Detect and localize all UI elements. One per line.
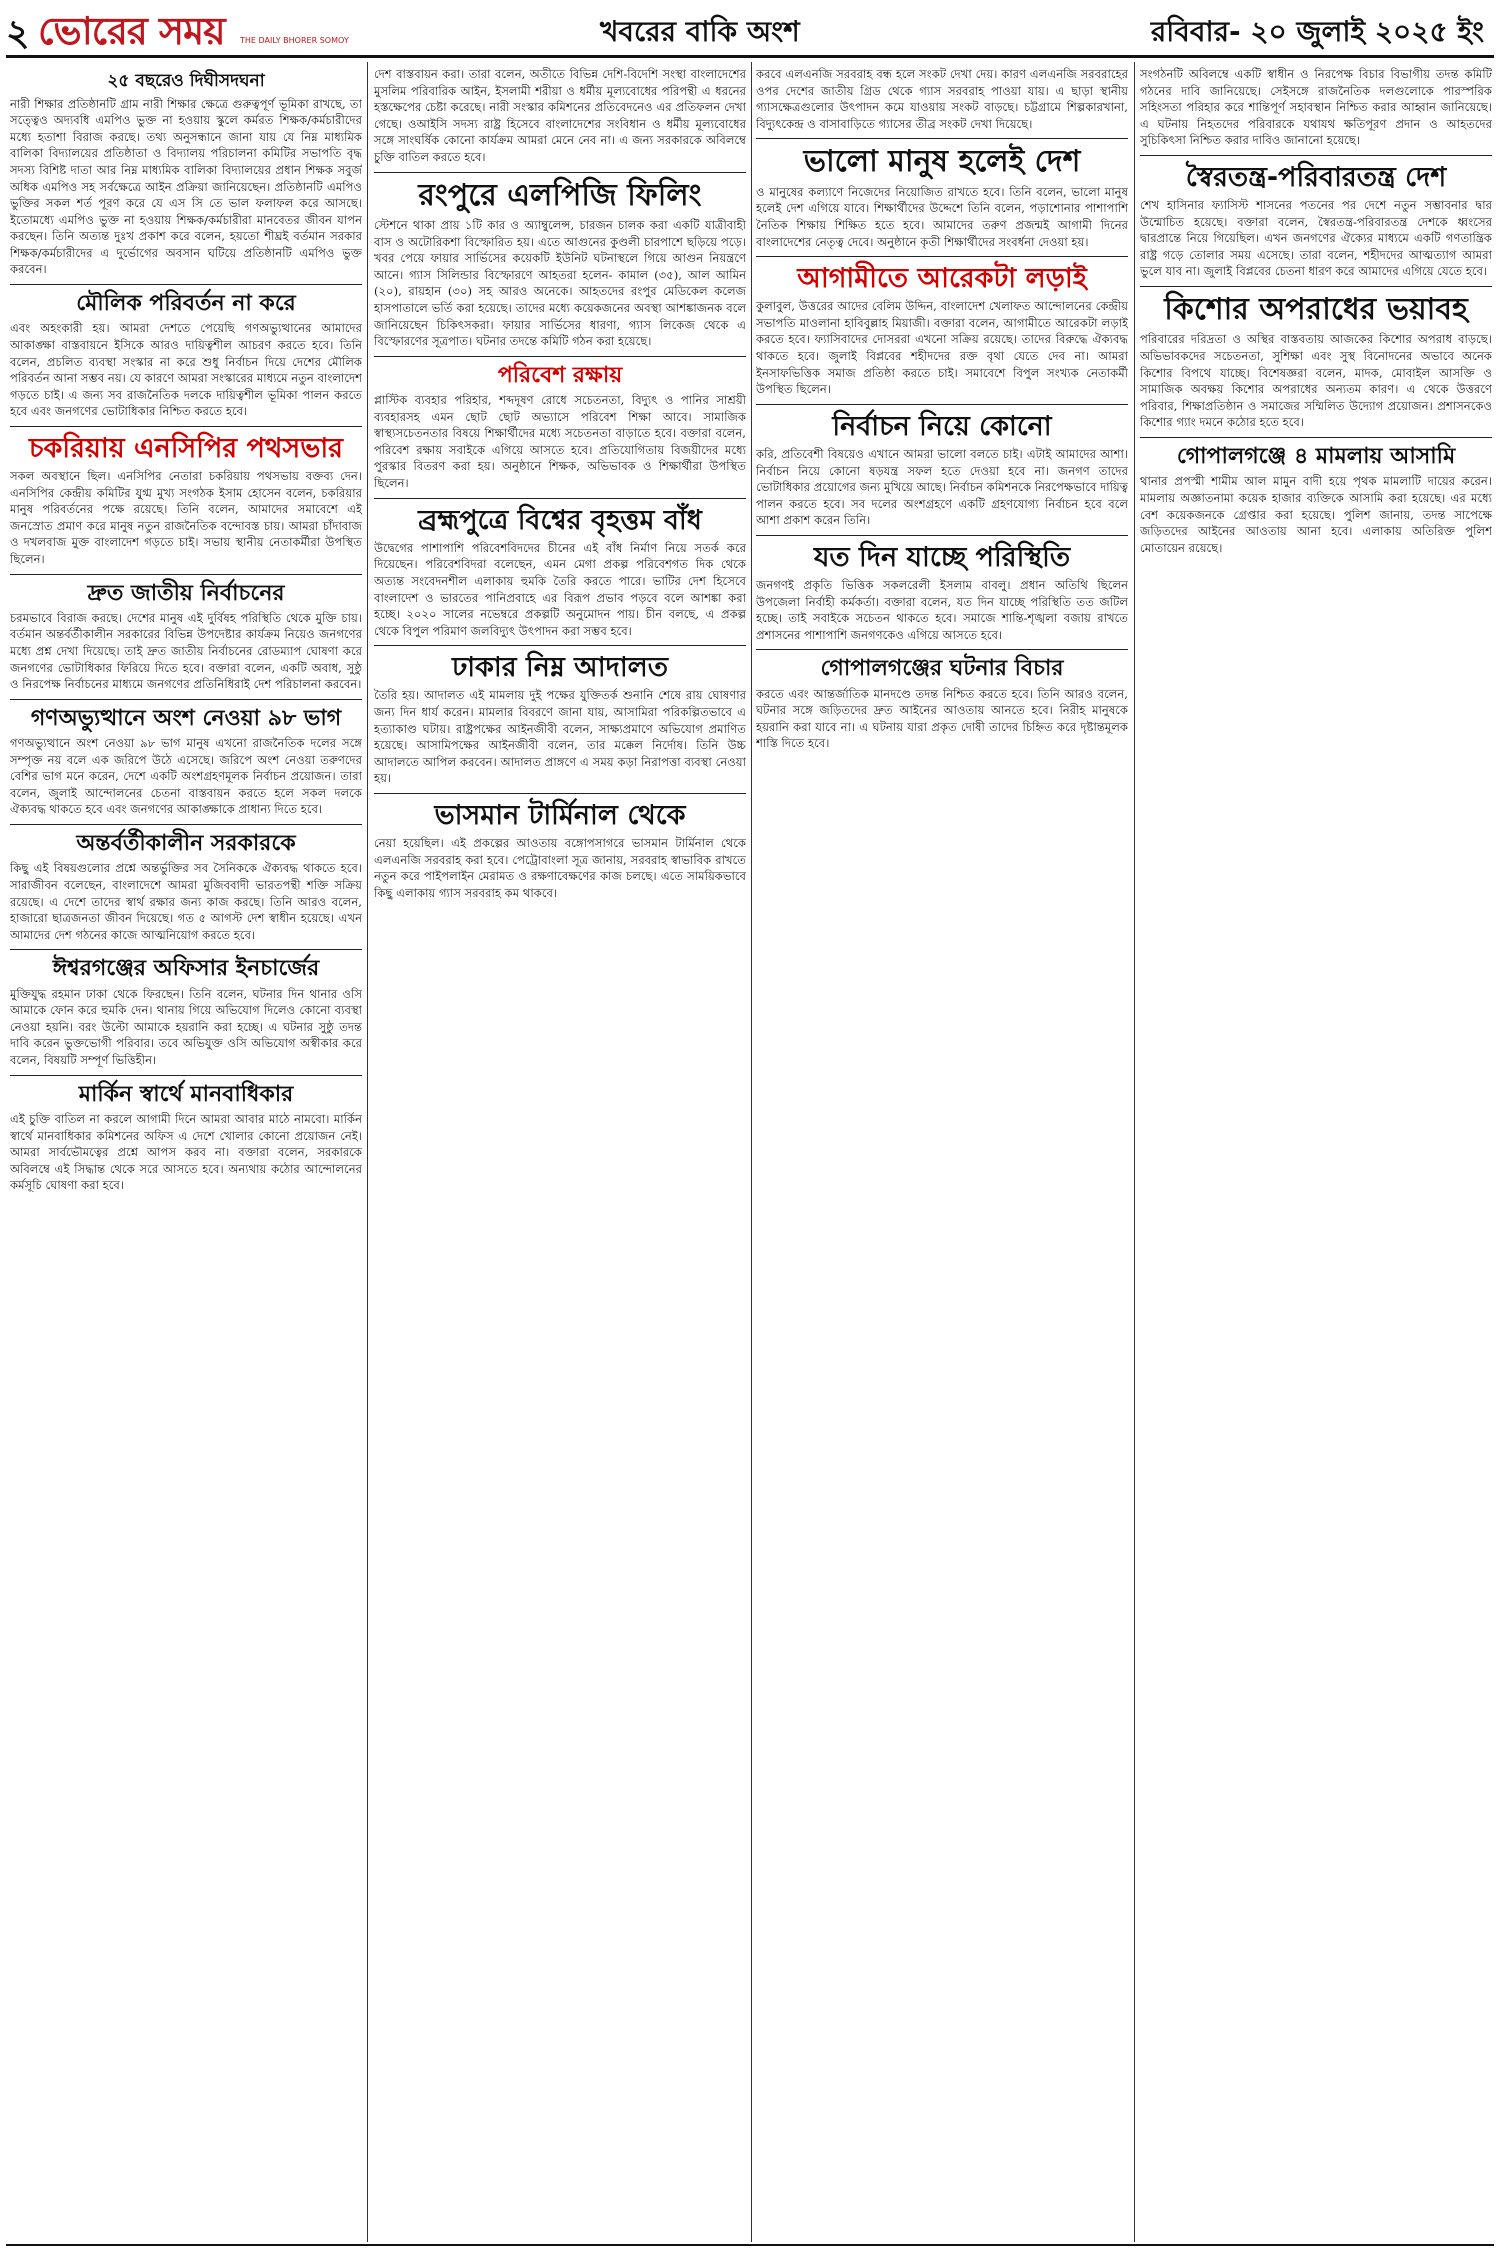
column-divider	[367, 62, 368, 2242]
logo-tagline: THE DAILY BHORER SOMOY	[240, 36, 349, 45]
article-headline[interactable]: দ্রুত জাতীয় নির্বাচনের	[87, 580, 285, 606]
article-body: করি, প্রতিবেশী বিষয়েও এখানে আমরা ভালো বলতে চাই। এটাই আমাদের আশা। নির্বাচন নিয়ে কোনো ষড়যন্ত্র সফল হতে দেওয়া হবে না। জনগণ তাদের ভোটাধিকার প্রয়োগের জন্য মুখিয়ে আছে। নির্বাচন কমিশনকে নিরপেক্ষভাবে দায়িত্ব পালন করতে হবে। সব দলের অংশগ্রহণে একটি গ্রহণযোগ্য নির্বাচন হবে বলে আশা প্রকাশ করেন তিনি।	[756, 446, 1128, 528]
article-body: পরিবারের দরিদ্রতা ও অস্থির বাস্তবতায় আজকের কিশোর অপরাধ বাড়ছে। অভিভাবকদের সচেতনতা, সুশিক্ষা এবং সুস্থ বিনোদনের অভাবে অনেক কিশোর বিপথে যাচ্ছে। বিশেষজ্ঞরা বলেন, মাদক, মোবাইল আসক্তি ও সামাজিক অবক্ষয় কিশোর অপরাধের অন্যতম কারণ। এ থেকে উত্তরণে পরিবার, শিক্ষাপ্রতিষ্ঠান ও সমাজের সম্মিলিত উদ্যোগ প্রয়োজন। প্রশাসনকেও কিশোর গ্যাং দমনে কঠোর হতে হবে।	[1140, 332, 1492, 430]
article-headline[interactable]: মার্কিন স্বার্থে মানবাধিকার	[78, 1081, 294, 1107]
article-headline[interactable]: ভাসমান টার্মিনাল থেকে	[434, 799, 686, 831]
column-divider	[751, 62, 752, 2242]
article-body: তৈরি হয়। আদালত এই মামলায় দুই পক্ষের যুক্তিতর্ক শুনানি শেষে রায় ঘোষণার জন্য দিন ধার্য করেন। মামলার বিবরণে জানা যায়, আসামিরা পরিকল্পিতভাবে এ হত্যাকাণ্ড ঘটায়। রাষ্ট্রপক্ষের আইনজীবী বলেন, সাক্ষ্যপ্রমাণে অভিযোগ প্রমাণিত হয়েছে। আসামিপক্ষের আইনজীবী বলেন, তার মক্কেল নির্দোষ। তিনি উচ্চ আদালতে আপিল করবেন। আদালত প্রাঙ্গণে এ সময় কড়া নিরাপত্তা ব্যবস্থা নেওয়া হয়।	[374, 688, 746, 786]
article-headline[interactable]: স্বৈরতন্ত্র-পরিবারতন্ত্র দেশ	[1185, 161, 1447, 193]
article-headline[interactable]: ২৫ বছরেও দিঘীসদঘনা	[107, 71, 265, 91]
article-separator	[374, 498, 746, 499]
article	[374, 172, 746, 350]
article	[374, 66, 746, 166]
article-headline[interactable]: ব্রহ্মপুত্রে বিশ্বের বৃহত্তম বাঁধ	[418, 504, 702, 536]
article	[374, 356, 746, 492]
article	[756, 138, 1128, 250]
article-body: গণঅভ্যুত্থানে অংশ নেওয়া ৯৮ ভাগ মানুষ এখনো রাজনৈতিক দলের সঙ্গে সম্পৃক্ত নয় বলে এক জরিপে উঠে এসেছে। জরিপে অংশ নেওয়া তরুণদের বেশির ভাগ মনে করেন, দেশে একটি অংশগ্রহণমূলক নির্বাচন প্রয়োজন। তারা বলেন, জুলাই আন্দোলনের চেতনা বাস্তবায়ন করতে হলে সকল দলকে ঐক্যবদ্ধ থাকতে হবে এবং জনগণের আকাঙ্ক্ষাকে প্রাধান্য দিতে হবে।	[10, 736, 362, 817]
article-separator	[10, 699, 362, 700]
article-headline[interactable]: গণঅভ্যুত্থানে অংশ নেওয়া ৯৮ ভাগ	[30, 705, 342, 731]
article	[10, 72, 362, 278]
masthead-rule	[6, 55, 1494, 58]
page-number: ২	[6, 13, 30, 54]
article	[1140, 155, 1492, 280]
article-headline[interactable]: নির্বাচন নিয়ে কোনো	[832, 410, 1052, 442]
article-separator	[1140, 155, 1492, 156]
masthead	[0, 0, 1500, 60]
article-headline[interactable]: রংপুরে এলপিজি ফিলিং	[418, 177, 702, 213]
article-body: সকল অবস্থানে ছিল। এনসিপির নেতারা চকরিয়ায় পথসভায় বক্তব্য দেন। এনসিপির কেন্দ্রীয় কমিটির যুগ্ম মুখ্য সংগঠক ইসাম হোসেন বলেন, চকরিয়ার মানুষ পরিবর্তনের পক্ষে রয়েছে। তিনি বলেন, আমাদের সমাবেশে এই জনস্রোত প্রমাণ করে মানুষ নতুন রাজনৈতিক বন্দোবস্ত চায়। আমরা চাঁদাবাজ ও দখলবাজ মুক্ত বাংলাদেশ গড়তে চাই। সভায় স্থানীয় নেতাকর্মীরা উপস্থিত ছিলেন।	[10, 468, 362, 566]
column-3	[756, 66, 1128, 2242]
article	[10, 284, 362, 420]
article-body: শেখ হাসিনার ফ্যাসিস্ট শাসনের পতনের পর দেশে নতুন সম্ভাবনার দ্বার উন্মোচিত হয়েছে। বক্তারা বলেন, স্বৈরতন্ত্র-পরিবারতন্ত্র দেশকে ধ্বংসের দ্বারপ্রান্তে নিয়ে গিয়েছিল। এখন জনগণের ঐক্যের মাধ্যমে একটি গণতান্ত্রিক রাষ্ট্র গড়ে তোলার সময় এসেছে। তারা বলেন, শহীদদের আত্মত্যাগ আমরা ভুলে যাব না। জুলাই বিপ্লবের চেতনা ধারণ করে আমাদের এগিয়ে যেতে হবে।	[1140, 198, 1492, 279]
article-headline[interactable]: পরিবেশ রক্ষায়	[497, 362, 623, 388]
column-2	[374, 66, 746, 2242]
article-body: থানার প্রপস্মী শামীম আল মামুন বাদী হয়ে পৃথক মামলাটি দায়ের করেন। মামলায় অজ্ঞাতনামা কয়েক হাজার ব্যক্তিকে আসামি করা হয়েছে। এর মধ্যে বেশ কয়েকজনকে গ্রেপ্তার করা হয়েছে। পুলিশ জানায়, তদন্ত সাপেক্ষে জড়িতদের আইনের আওতায় আনা হবে। এলাকায় অতিরিক্ত পুলিশ মোতায়েন রয়েছে।	[1140, 474, 1492, 555]
article-headline[interactable]: যত দিন যাচ্ছে পরিস্থিতি	[813, 541, 1071, 573]
article	[374, 498, 746, 640]
article	[10, 1075, 362, 1194]
article	[10, 824, 362, 943]
article-headline[interactable]: গোপালগঞ্জের ঘটনার বিচার	[820, 656, 1064, 682]
article	[10, 699, 362, 818]
article-headline[interactable]: ঈশ্বরগঞ্জের অফিসার ইনচার্জের	[52, 956, 320, 982]
article-body: দেশ বাস্তবায়ন করা। তারা বলেন, অতীতে বিভিন্ন দেশি-বিদেশি সংস্থা বাংলাদেশের মুসলিম পরিবারিক আইন, ইসলামী শরীয়া ও ধর্মীয় মূল্যবোধের পরিপন্থী এ ধরনের হস্তক্ষেপের চেষ্টা করেছে। নারী সংস্কার কমিশনের প্রতিবেদনেও এর প্রতিফলন দেখা গেছে। ওআইসি সদস্য রাষ্ট্র হিসেবে বাংলাদেশের সংবিধান ও ধর্মীয় মূল্যবোধের সঙ্গে সাংঘর্ষিক কোনো কার্যক্রম আমরা মেনে নেব না। এ জন্য সরকারকে অবিলম্বে চুক্তি বাতিল করতে হবে।	[374, 67, 746, 164]
article-body: প্লাস্টিক ব্যবহার পরিহার, শব্দদূষণ রোধে সচেতনতা, বিদ্যুৎ ও পানির সাশ্রয়ী ব্যবহারসহ এমন ছোট ছোট অভ্যাসে পরিবেশ শিক্ষা আবে। সামাজিক স্বাস্থ্যসচেতনতার বিষয়ে শিক্ষার্থীদের মধ্যে সচেতনতা বাড়াতে হবে। বক্তারা বলেন, পরিবেশ রক্ষায় সবাইকে এগিয়ে আসতে হবে। প্রতিযোগিতায় বিজয়ীদের মধ্যে পুরস্কার বিতরণ করা হয়। অনুষ্ঠানে শিক্ষক, অভিভাবক ও শিক্ষার্থীরা উপস্থিত ছিলেন।	[374, 393, 746, 491]
article-body: মুক্তিযুদ্ধ রহমান ঢাকা থেকে ফিরছেন। তিনি বলেন, ঘটনার দিন থানার ওসি আমাকে ফোন করে হুমকি দেন। থানায় গিয়ে অভিযোগ দিলেও কোনো ব্যবস্থা নেওয়া হয়নি। বরং উল্টো আমাকে হয়রানি করা হচ্ছে। এ ঘটনার সুষ্ঠু তদন্ত দাবি করেন ভুক্তভোগী পরিবার। তবে অভিযুক্ত ওসি অভিযোগ অস্বীকার করে বলেন, বিষয়টি সম্পূর্ণ ভিত্তিহীন।	[10, 986, 362, 1068]
article	[10, 426, 362, 568]
article	[1140, 286, 1492, 431]
article-body: করতে এবং আন্তর্জাতিক মানদণ্ডে তদন্ত নিশ্চিত করতে হবে। তিনি আরও বলেন, ঘটনার সঙ্গে জড়িতদের দ্রুত আইনের আওতায় আনতে হবে। নিরীহ মানুষকে হয়রানি করা যাবে না। এ ঘটনায় যারা প্রকৃত দোষী তাদের চিহ্নিত করে দৃষ্টান্তমূলক শাস্তি দিতে হবে।	[756, 686, 1128, 751]
article-body: নারী শিক্ষার প্রতিষ্ঠানটি গ্রাম নারী শিক্ষার ক্ষেত্রে গুরুত্বপূর্ণ ভূমিকা রাখছে, তা সত্ত্বেও অদ্যবধি এমপিও ভুক্ত না হওয়ায় স্কুলে কর্মরত শিক্ষক/কর্মচারীদের মধ্যে হতাশা বিরাজ করছে। তথ্য অনুসন্ধানে জানা যায় যে নিম্ন মাধ্যমিক বালিকা বিদ্যালয়ের প্রতিষ্ঠাতা ও বিদ্যালয় পরিচালনা কমিটির সভাপতি বৃদ্ধ সদস্য বিশিষ্ট দাতা আর নিম্ন মাধ্যমিক বালিকা বিদ্যালয়ের প্রধান শিক্ষক সবুর্জ অধিক এমপিও সহ সর্বক্ষেত্রে আইন প্রক্রিয়া জানিয়েছেন। প্রতিষ্ঠানটি এমপিও ভুক্তির সকল শর্ত পূরণ করে যে এস সি তে ভাল ফলাফল করে আসছে। ইতোমধ্যে এমপিও ভুক্ত না হওয়ায় শিক্ষক/কর্মচারীরা মানবেতর জীবন যাপন করছেন। তিনি অত্যন্ত দুঃখ প্রকাশ করে বলেন, হয়তো শীঘ্রই বর্তমান সরকার শিক্ষক/কর্মচারীদের এ দুর্ভোগের অবসান ঘটিয়ে প্রতিষ্ঠানটি এমপিও ভুক্ত করবেন।	[10, 96, 362, 277]
article-body: স্টেশনে থাকা প্রায় ১টি কার ও অ্যাম্বুলেন্স, চারজন চালক করা একটি যাত্রীবাহী বাস ও অটোরিকশা বিস্ফোরিত হয়। এতে আগুনের কুণ্ডলী চারপাশে ছড়িয়ে পড়ে। খবর পেয়ে ফায়ার সার্ভিসের কয়েকটি ইউনিট ঘটনাস্থলে গিয়ে আগুন নিয়ন্ত্রণে আনে। গ্যাস সিলিন্ডার বিস্ফোরণে আহতরা হলেন- কামাল (৩৫), আল আমিন (২০), রায়হান (৩০) সহ আরও অনেকে। আহতদের রংপুর মেডিকেল কলেজ হাসপাতালে ভর্তি করা হয়েছে। তাদের মধ্যে কয়েকজনের অবস্থা আশঙ্কাজনক বলে জানিয়েছেন চিকিৎসকরা। ফায়ার সার্ভিসের ধারণা, গ্যাস লিকেজ থেকে এ বিস্ফোরণের সূত্রপাত। ঘটনার তদন্তে কমিটি গঠন করা হয়েছে।	[374, 218, 746, 349]
article-body: কুলাবুল, উত্তরের আদের বেলিম উদ্দিন, বাংলাদেশ খেলাফত আন্দোলনের কেন্দ্রীয় সভাপতি মাওলানা হাবিবুল্লাহ মিয়াজী। বক্তারা বলেন, আগামীতে আরেকটা লড়াই করতে হবে। ফ্যাসিবাদের দোসররা এখনো সক্রিয় রয়েছে। তাদের বিরুদ্ধে ঐক্যবদ্ধ থাকতে হবে। জুলাই বিপ্লবের শহীদদের রক্ত বৃথা যেতে দেব না। আমরা ইনসাফভিত্তিক সমাজ প্রতিষ্ঠা করতে চাই। সমাবেশে বিপুল সংখ্যক নেতাকর্মী উপস্থিত ছিলেন।	[756, 299, 1128, 397]
article-separator	[10, 574, 362, 575]
newspaper-logo[interactable]: ভোরের সময়	[38, 9, 225, 53]
article-separator	[10, 949, 362, 950]
section-title: খবরের বাকি অংশ	[600, 15, 800, 48]
article-body: কিছু এই বিষয়গুলোর প্রশ্নে অন্তর্ভুক্তির সব সৈনিককে ঐক্যবদ্ধ থাকতে হবে। সারাজীবন বলেছেন, বাংলাদেশে আমরা মুজিববাদী ভারতপন্থী শক্তি সক্রিয় রয়েছে। এ দেশে তাদের স্বার্থ রক্ষার জন্য কাজ করছে। তিনি আরও বলেন, হাজারো ছাত্রজনতা জীবন দিয়েছে। গত ৫ আগস্ট দেশ স্বাধীন হয়েছে। এখন আমাদের দেশ গঠনের কাজে আত্মনিয়োগ করতে হবে।	[10, 861, 362, 942]
article-separator	[756, 535, 1128, 536]
article-separator	[756, 138, 1128, 139]
article-body: নেয়া হয়েছিল। এই প্রকল্পের আওতায় বঙ্গোপসাগরে ভাসমান টার্মিনাল থেকে এলএনজি সরবরাহ করা হবে। পেট্রোবাংলা সূত্র জানায়, সরবরাহ স্বাভাবিক রাখতে নতুন করে পাইপলাইন মেরামত ও রক্ষণাবেক্ষণের কাজ চলছে। এতে সাময়িকভাবে কিছু এলাকায় গ্যাস সরবরাহ কম থাকবে।	[374, 835, 746, 900]
footer-rule	[6, 2244, 1494, 2246]
article-body: উদ্বেগের পাশাপাশি পরিবেশবিদদের চীনের এই বাঁধ নির্মাণ নিয়ে সতর্ক করে দিয়েছেন। পরিবেশবিদরা বলেছেন, এমন মেগা প্রকল্প পরিবেশগত দিক থেকে অত্যন্ত সংবেদনশীল এলাকায় হুমকি তৈরি করতে পারে। ভাটির দেশ হিসেবে বাংলাদেশ ও ভারতের পানিপ্রবাহে এর বিরূপ প্রভাব পড়বে বলে আশঙ্কা করা হচ্ছে। ২০২০ সালের নভেম্বরে প্রকল্পটি অনুমোদন পায়। চীন বলছে, এ প্রকল্প থেকে বিপুল পরিমাণ জলবিদ্যুৎ উৎপাদন করা সম্ভব হবে।	[374, 540, 746, 638]
article	[374, 645, 746, 787]
article-headline[interactable]: অন্তর্বর্তীকালীন সরকারকে	[76, 831, 296, 857]
article	[1140, 437, 1492, 556]
article	[756, 649, 1128, 752]
article-separator	[10, 426, 362, 427]
article	[756, 535, 1128, 643]
article-headline[interactable]: ভালো মানুষ হলেই দেশ	[803, 144, 1081, 180]
column-4	[1140, 66, 1492, 2242]
article	[756, 256, 1128, 398]
article	[374, 793, 746, 901]
article-body: করবে এলএনজি সরবরাহ বন্ধ হলে সংকট দেখা দেয়। কারণ এলএনজি সরবরাহের ওপর দেশের জাতীয় গ্রিড থেকে গ্যাস সরবরাহ পাওয়া যায়। এ ছাড়া স্থানীয় গ্যাসক্ষেত্রগুলোর উৎপাদন কমে যাওয়ায় সংকট বাড়ছে। চট্টগ্রামে শিল্পকারখানা, বিদ্যুৎকেন্দ্র ও বাসাবাড়িতে গ্যাসের তীব্র সংকট দেখা দিয়েছে।	[756, 67, 1128, 131]
article-separator	[756, 404, 1128, 405]
article-separator	[1140, 437, 1492, 438]
article	[1140, 66, 1492, 149]
article	[756, 404, 1128, 529]
article-headline[interactable]: গোপালগঞ্জে ৪ মামলায় আসামি	[1176, 444, 1456, 470]
article-headline[interactable]: ঢাকার নিম্ন আদালত	[451, 652, 669, 684]
article-body: সংগঠনটি অবিলম্বে একটি স্বাধীন ও নিরপেক্ষ বিচার বিভাগীয় তদন্ত কমিটি গঠনের দাবি জানিয়েছে। সেইসঙ্গে রাজনৈতিক দলগুলোকে পারস্পরিক সহিংসতা পরিহার করে শান্তিপূর্ণ সহাবস্থান নিশ্চিত করার আহ্বান জানিয়েছে। এ ঘটনায় নিহতদের পরিবারকে যথাযথ ক্ষতিপূরণ প্রদান ও আহতদের সুচিকিৎসা নিশ্চিত করার দাবিও জানানো হয়েছে।	[1140, 67, 1492, 148]
article-separator	[10, 824, 362, 825]
article-headline[interactable]: চকরিয়ায় এনসিপির পথসভার	[28, 432, 344, 464]
article-separator	[756, 649, 1128, 650]
article	[10, 574, 362, 693]
article-body: চরমভাবে বিরাজ করছে। দেশের মানুষ এই দুর্বিষহ পরিস্থিতি থেকে মুক্তি চায়। বর্তমান অন্তর্বর্তীকালীন সরকারের বিভিন্ন উপদেষ্টার কার্যক্রম নিয়েও জনগণের মধ্যে প্রশ্ন দেখা দিয়েছে। তাই দ্রুত জাতীয় নির্বাচনের রোডম্যাপ ঘোষণা করে জনগণের ভোটাধিকার ফিরিয়ে দিতে হবে। বক্তারা বলেন, একটি অবাধ, সুষ্ঠু ও নিরপেক্ষ নির্বাচনের মাধ্যমে জনগণের প্রতিনিধিরাই দেশ পরিচালনা করবেন।	[10, 610, 362, 692]
article-separator	[374, 645, 746, 646]
article-separator	[374, 172, 746, 173]
article-separator	[10, 1075, 362, 1076]
article-headline[interactable]: মৌলিক পরিবর্তন না করে	[76, 291, 296, 317]
article-body: ও মানুষের কল্যাণে নিজেদের নিয়োজিত রাখতে হবে। তিনি বলেন, ভালো মানুষ হলেই দেশ এগিয়ে যাবে। শিক্ষার্থীদের উদ্দেশে তিনি বলেন, পড়াশোনার পাশাপাশি নৈতিক শিক্ষায় শিক্ষিত হতে হবে। আমাদের তরুণ প্রজন্মই আগামী দিনের বাংলাদেশের নেতৃত্ব দেবে। অনুষ্ঠানে কৃতী শিক্ষার্থীদের সংবর্ধনা দেওয়া হয়।	[756, 184, 1128, 249]
column-divider	[1134, 62, 1135, 2242]
article	[10, 949, 362, 1068]
column-1	[10, 66, 362, 2242]
article-separator	[374, 793, 746, 794]
article-body: জনগণই প্রকৃতি ভিত্তিক সকলরেলী ইসলাম বাবলু। প্রধান অতিথি ছিলেন উপজেলা নির্বাহী কর্মকর্তা। বক্তারা বলেন, যত দিন যাচ্ছে পরিস্থিতি তত জটিল হচ্ছে। তাই সবাইকে সচেতন থাকতে হবে। সমাজে শান্তি-শৃঙ্খলা বজায় রাখতে প্রশাসনের পাশাপাশি জনগণকেও এগিয়ে আসতে হবে।	[756, 577, 1128, 642]
issue-date: রবিবার- ২০ জুলাই ২০২৫ ইং	[1150, 15, 1484, 48]
article-separator	[374, 356, 746, 357]
article-body: এই চুক্তি বাতিল না করলে আগামী দিনে আমরা আবার মাঠে নামবো। মার্কিন স্বার্থে মানবাধিকার কমিশনের অফিস এ দেশে খোলার কোনো প্রয়োজন নেই। আমরা সার্বভৌমত্বের প্রশ্নে আপস করব না। বক্তারা বলেন, সরকারকে অবিলম্বে এই সিদ্ধান্ত থেকে সরে আসতে হবে। অন্যথায় কঠোর আন্দোলনের কর্মসূচি ঘোষণা করা হবে।	[10, 1111, 362, 1193]
article	[756, 66, 1128, 132]
article-separator	[756, 256, 1128, 257]
article-headline[interactable]: কিশোর অপরাধের ভয়াবহ	[1164, 291, 1468, 327]
article-headline[interactable]: আগামীতে আরেকটা লড়াই	[797, 263, 1087, 295]
article-separator	[1140, 286, 1492, 287]
article-body: এবং অহংকারী হয়। আমরা দেশতে পেয়েছি গণঅভ্যুত্থানের আমাদের আকাঙ্ক্ষা বাস্তবায়নে ইসিকে আরও দায়িত্বশীল আচরণ করতে হবে। তিনি বলেন, প্রচলিত ব্যবস্থা সংস্কার না করে শুধু নির্বাচন দিয়ে দেশের মৌলিক পরিবর্তন আনা সম্ভব নয়। যে কারণে আমরা সংস্কারের মাধ্যমে নতুন বাংলাদেশ গড়তে চাই। এ জন্য সব রাজনৈতিক দলকে দায়িত্বশীল ভূমিকা পালন করতে হবে এবং জনগণের ভোটাধিকার নিশ্চিত করতে হবে।	[10, 321, 362, 419]
article-separator	[10, 284, 362, 285]
